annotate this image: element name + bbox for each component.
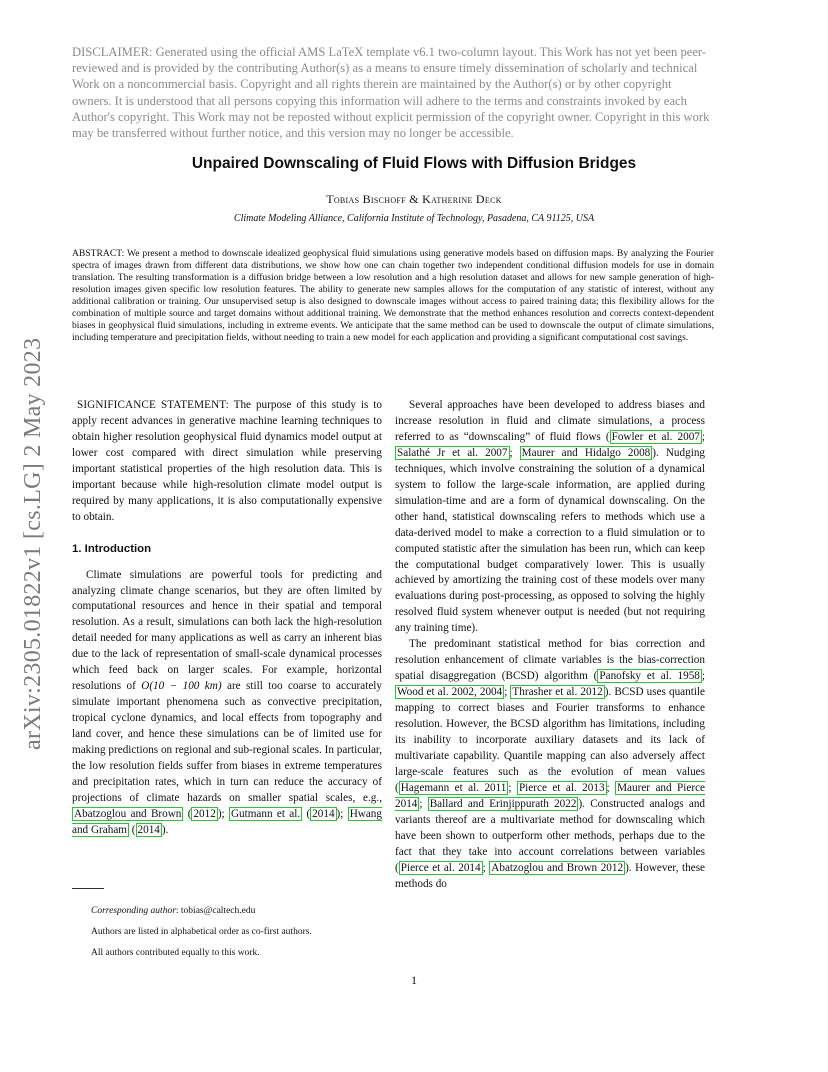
footnote-corresponding-author	[72, 905, 382, 918]
citation-link[interactable]: Abatzoglou and Brown 2012	[491, 861, 624, 874]
citation-link[interactable]: Fowler et al. 2007	[611, 430, 700, 443]
abstract: ABSTRACT: We present a method to downscale idealized geophysical fluid simulations using generative models based on diffusion maps. By analyzing the Fourier spectra of images drawn from different data distributions, we show how one can chain together two independent conditional diffusion models for use in domain translation. The resulting transformation is a diffusion bridge between a low resolution and a high resolution dataset and allows for new sample generation of high-resolution images given specific low resolution features. The ability to generate new samples allows for the computation of any statistic of interest, without any additional calibration or training. Our unsupervised setup is also designed to downscale images without access to paired training data; this flexibility allows for the combination of multiple source and target domains without additional training. We demonstrate that the method enhances resolution and corrects context-dependent biases in geophysical fluid simulations, including in extreme events. We anticipate that the same method can be used to downscale the output of climate simulations, including temperature and precipitation fields, without needing to train a new model for each application and providing a significant computational cost savings.	[72, 248, 714, 344]
affiliation: Climate Modeling Alliance, California Institute of Technology, Pasadena, CA 91125, USA	[233, 213, 595, 224]
citation-link[interactable]: Wood et al. 2002, 2004	[397, 686, 503, 699]
right-column	[395, 398, 705, 893]
left-column	[72, 398, 382, 839]
body-text: Several approaches have been developed to address biases and increase resolution in fluid and climate simulations, a process referred to as “downscaling” of fluid flows (	[395, 399, 705, 443]
paper-title: Unpaired Downscaling of Fluid Flows with Diffusion Bridges	[191, 155, 637, 172]
text-sep: ;	[508, 781, 517, 794]
text-sep: (	[128, 823, 136, 836]
text-sep: ).	[161, 823, 169, 836]
citation-link[interactable]: Gutmann et al.	[230, 807, 301, 820]
arxiv-identifier[interactable]: arXiv:2305.01822v1 [cs.LG] 2 May 2023	[20, 337, 46, 750]
text-sep: );	[217, 807, 229, 820]
citation-link[interactable]: Pierce et al. 2014	[400, 861, 481, 874]
citation-link[interactable]: Maurer and Pierce 2014	[395, 781, 705, 810]
intro-text: Climate simulations are powerful tools for predicting and analyzing climate change scenarios, but they are often limited by computational resources and hence in their spatial and temporal resolution. As a result, simulations can both lack the high-resolution detail needed for many applications as well as carry an inherent bias due to the lack of representation of small-scale dynamical processes which feed back on larger scales. For example, horizontal resolutions of	[72, 568, 382, 693]
citation-link[interactable]: Hwang and Graham	[72, 807, 382, 836]
text-sep: (	[183, 807, 192, 820]
body-text: ). Nudging techniques, which involve constraining the solution of a dynamical system to follow the large-scale information, are applied during simulation-time and are a form of dynamical downscaling. On the other hand, statistical downscaling refers to methods which use a data-derived model to make a correction to a fluid simulation or to computed statistic after the simulation has been run, which can keep the computational budget comparatively lower. This is usually achieved by amortizing the training cost of these models over many evaluations during post-processing, as opposed to solving the highly resolved fluid system whenever output is needed (but not requiring any training time).	[395, 446, 706, 635]
significance-label: SIGNIFICANCE STATEMENT:	[77, 399, 229, 411]
footnote-label: Corresponding author	[91, 906, 176, 916]
body-text: ). Constructed analogs and variants thereof are a multivariate method for downscaling which have been shown to outperform other methods, perhaps due to the fact that they take into account correlations between variables (	[395, 797, 706, 874]
footnotes	[72, 905, 382, 968]
authors: Tobias Bischoff & Katherine Deck	[326, 192, 502, 206]
text-sep: ;	[701, 670, 705, 683]
text-sep: (	[302, 807, 311, 820]
citation-link[interactable]: 2014	[312, 807, 335, 820]
footnote-rule	[72, 888, 104, 889]
intro-paragraph	[72, 568, 382, 839]
footnote-equal-contribution: All authors contributed equally to this work.	[91, 948, 260, 958]
text-sep: ;	[509, 446, 520, 459]
body-paragraph	[395, 637, 705, 892]
citation-link[interactable]: Hagemann et al. 2011	[400, 781, 507, 794]
citation-link[interactable]: Pierce et al. 2013	[518, 781, 605, 794]
page-number: 1	[411, 973, 417, 987]
citation-link[interactable]: Panofsky et al. 1958	[599, 670, 700, 683]
text-sep: ;	[701, 430, 705, 443]
footnote-email: : tobias@caltech.edu	[175, 906, 256, 916]
citation-link[interactable]: Maurer and Hidalgo 2008	[521, 446, 651, 459]
intro-text: are still too coarse to accurately simulate important phenomena such as convective precipitation, tropical cyclone dynamics, and local effects from topography and land cover, and hence these simulations can be of limited use for making predictions on regional and sub-regional scales. In particular, the low resolution fields suffer from biases in extreme temperatures and precipitation rates, which in turn can reduce the accuracy of projections of climate hazards on smaller spatial scales, e.g.,	[72, 680, 383, 804]
citation-link[interactable]: Abatzoglou and Brown	[74, 807, 182, 820]
citation-link[interactable]: 2014	[137, 823, 160, 836]
math-expression: O(10 − 100 km)	[141, 680, 222, 693]
disclaimer: DISCLAIMER: Generated using the official AMS LaTeX template v6.1 two-column layout. This Work has not yet been peer-reviewed and is provided by the contributing Author(s) as a means to ensure timely dissemination of scholarly and technical Work on a noncommercial basis. Copyright and all rights therein are maintained by the Author(s) or by other copyright owners. It is understood that all persons copying this information will adhere to the terms and constraints invoked by each Author's copyright. This Work may not be reposted without explicit permission of the copyright owner. Copyright in this work may be transferred without further notice, and this version may no longer be accessible.	[72, 45, 710, 141]
citation-link[interactable]: Ballard and Erinjippurath 2022	[429, 797, 577, 810]
text-sep: );	[336, 807, 348, 820]
text-sep: ;	[606, 781, 616, 794]
text-sep: ;	[419, 797, 428, 810]
body-paragraph	[395, 398, 705, 637]
footnote-author-order: Authors are listed in alphabetical order as co-first authors.	[91, 927, 312, 937]
text-sep: ;	[482, 861, 490, 874]
citation-link[interactable]: Thrasher et al. 2012	[512, 686, 603, 699]
text-sep: ;	[504, 686, 511, 699]
significance-text: The purpose of this study is to apply recent advances in generative machine learning techniques to obtain higher resolution geophysical fluid dynamics model output at lower cost compared with direct simulation while preserving important statistical properties of the high resolution data. This is important because while high-resolution climate model output is required by many applications, it is also computationally expensive to obtain.	[72, 399, 382, 523]
body-text: ). BCSD uses quantile mapping to correct biases and Fourier transforms to enhance resolution. However, the BCSD algorithm has limitations, including its inability to incorporate auxiliary datasets and its lack of multivariate capability. Quantile mapping can also adversely affect large-scale features such as the evolution of mean values (	[395, 686, 706, 794]
citation-link[interactable]: Salathé Jr et al. 2007	[397, 446, 508, 459]
body-text: ). However, these methods do	[395, 861, 706, 890]
significance-statement	[72, 398, 382, 526]
body-text: The predominant statistical method for bias correction and resolution enhancement of climate variables is the bias-correction spatial disaggregation (BCSD) algorithm (	[395, 638, 705, 683]
section-heading-introduction: 1. Introduction	[72, 542, 152, 555]
citation-link[interactable]: 2012	[193, 807, 216, 820]
